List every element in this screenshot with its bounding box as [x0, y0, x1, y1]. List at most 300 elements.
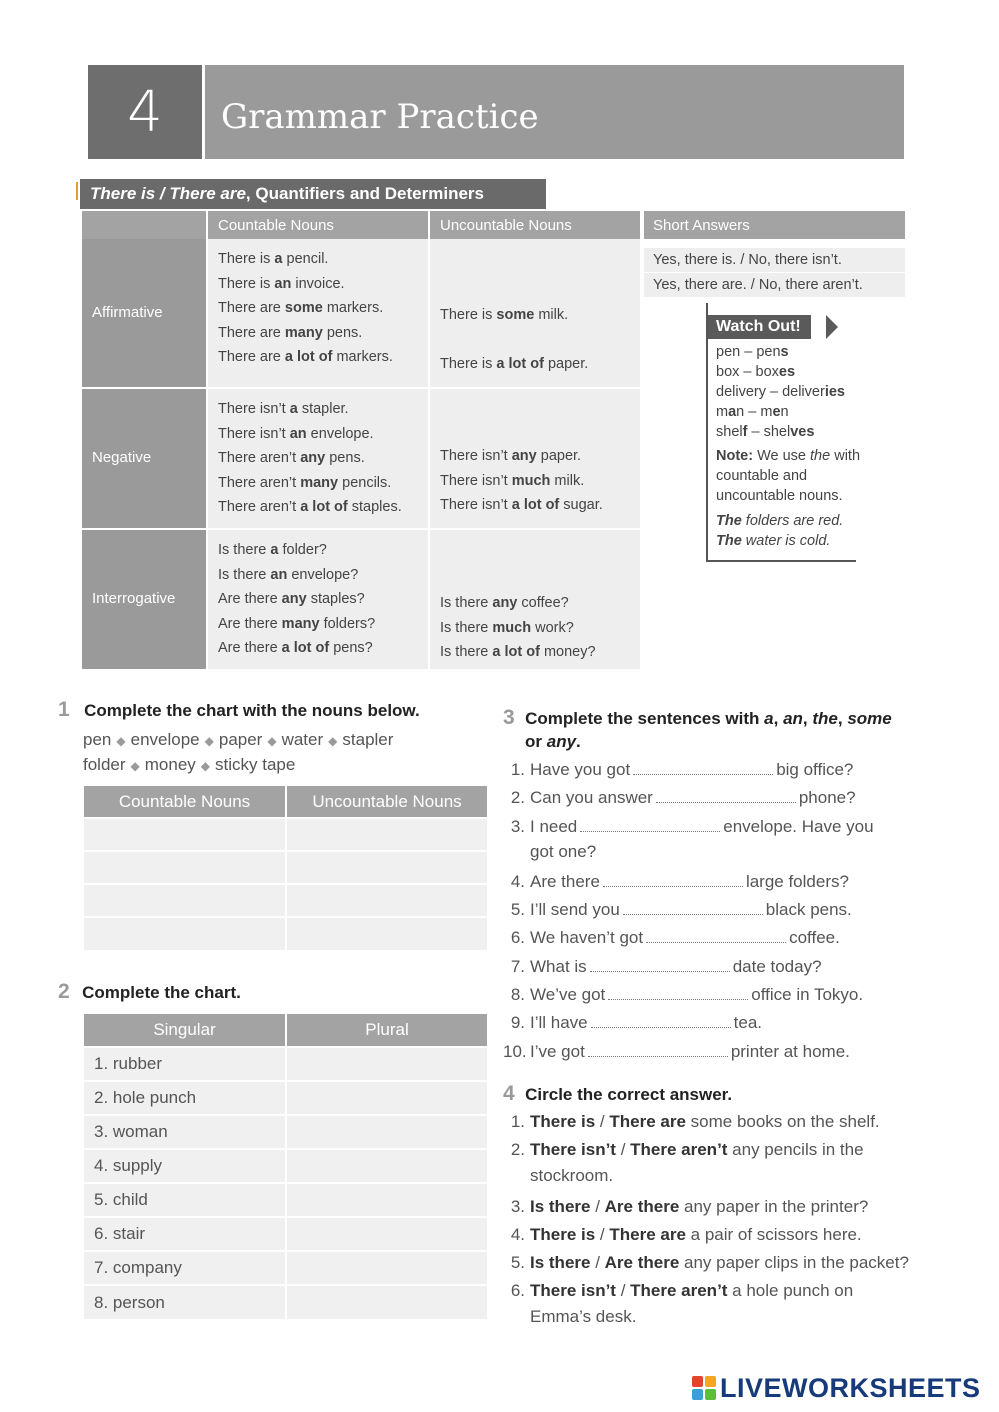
- sentence-start: There aren’t: [218, 450, 301, 467]
- sentence-number: 10.: [503, 1041, 527, 1061]
- sentence-keyword: a lot of: [284, 349, 333, 366]
- sentence-start: Can you answer: [530, 788, 653, 808]
- grammar-sentence: [218, 538, 418, 563]
- ex2-singular: 2. hole punch: [84, 1081, 286, 1115]
- sentence-end: milk.: [550, 472, 585, 489]
- example-sentence: [716, 511, 866, 531]
- answer-option[interactable]: Are there: [604, 1196, 680, 1216]
- plural-stem: n: [780, 404, 789, 420]
- ex3-sentence: [503, 784, 963, 812]
- sentence-start: Are there: [530, 871, 600, 891]
- sentence-start: There are: [218, 349, 285, 366]
- sentence-end: work?: [531, 619, 574, 636]
- watch-out-border-bottom: [706, 560, 856, 562]
- sentence-start: Is there: [440, 644, 493, 661]
- sentence-start: Are there: [218, 591, 282, 608]
- row-label-negative: Negative: [82, 387, 206, 528]
- ex3-sentence: [503, 924, 963, 952]
- ex4-item: [503, 1249, 973, 1277]
- example-rest: folders are red.: [741, 513, 844, 529]
- answer-option[interactable]: Are there: [604, 1253, 680, 1273]
- grammar-sentence: [440, 303, 630, 328]
- col-uncountable-header: Uncountable Nouns: [430, 211, 640, 239]
- ex1-title: Complete the chart with the nouns below.: [84, 701, 420, 720]
- word-option: folder: [83, 755, 126, 774]
- grammar-sentence: [440, 591, 630, 616]
- item-rest: any paper clips in the packet?: [679, 1253, 909, 1273]
- sentence-start: Are there: [218, 615, 282, 632]
- grammar-sentence: [440, 469, 630, 494]
- ex3-sentence: [503, 953, 963, 981]
- item-continuation: Emma’s desk.: [530, 1306, 637, 1326]
- ex3-title-option: a: [764, 709, 774, 728]
- option-separator: /: [615, 1140, 631, 1160]
- sentence-start: There aren’t: [218, 499, 301, 516]
- ex2-singular: 7. company: [84, 1251, 286, 1285]
- ex4-item: [503, 1108, 973, 1136]
- word-option: stapler: [342, 730, 394, 749]
- answer-option[interactable]: There is: [530, 1112, 596, 1131]
- sentence-keyword: some: [496, 306, 535, 323]
- item-rest: any paper in the printer?: [679, 1196, 869, 1216]
- answer-blank[interactable]: [608, 986, 748, 1000]
- bullet-icon: ◆: [116, 734, 126, 748]
- sentence-start: There isn’t: [218, 425, 290, 442]
- item-continuation: stockroom.: [530, 1165, 614, 1185]
- page-title: Grammar Practice: [205, 65, 904, 159]
- word-option: paper: [218, 730, 263, 749]
- bullet-icon: ◆: [328, 734, 338, 748]
- note-the: the: [810, 448, 831, 464]
- sentence-start: There is: [440, 306, 497, 323]
- grammar-box-title: [80, 179, 546, 209]
- ex4-title: Circle the correct answer.: [525, 1085, 733, 1104]
- sentence-keyword: many: [281, 615, 320, 632]
- ex3-title-text: ,: [802, 709, 813, 728]
- grammar-sentence: [218, 422, 418, 447]
- ex2-row: [84, 1183, 488, 1217]
- grammar-sentence: [440, 640, 630, 665]
- interrogative-uncountable-list: [440, 591, 630, 665]
- plural-stem: n – m: [736, 404, 773, 420]
- plural-stem: shel: [716, 424, 743, 440]
- logo-square: [705, 1389, 716, 1400]
- grammar-title-italic: There is / There are: [90, 184, 246, 203]
- sentence-end: phone?: [798, 788, 856, 808]
- ex2-chart: [84, 1014, 489, 1319]
- answer-blank[interactable]: [623, 901, 763, 915]
- answer-option[interactable]: There are: [609, 1112, 686, 1131]
- sentence-end: big office?: [776, 760, 854, 779]
- sentence-keyword: a: [274, 251, 283, 267]
- item-number: 6.: [510, 1281, 525, 1301]
- ex3-title-option: the: [812, 709, 838, 728]
- note-rest: with countable and uncountable nouns.: [716, 448, 861, 504]
- example-article: The: [716, 533, 742, 549]
- sentence-number: 2.: [510, 788, 525, 808]
- ex3-title-text: .: [576, 732, 581, 751]
- sentence-number: 5.: [510, 900, 525, 920]
- answer-blank[interactable]: [591, 1014, 731, 1028]
- answer-option[interactable]: There isn’t: [530, 1281, 616, 1301]
- sentence-keyword: a lot of: [281, 640, 330, 657]
- sentence-start: Is there: [440, 595, 493, 612]
- plural-stem: m: [716, 404, 729, 420]
- ex1-wordbox: [83, 728, 393, 778]
- sentence-start: There aren’t: [218, 474, 301, 491]
- sentence-start: I’ll have: [530, 1013, 588, 1033]
- sentence-keyword: an: [289, 425, 307, 442]
- sentence-keyword: an: [270, 566, 288, 583]
- sentence-start: I’ll send you: [530, 900, 620, 920]
- sentence-start: There isn’t: [440, 497, 512, 514]
- answer-option[interactable]: There aren’t: [630, 1140, 728, 1160]
- sentence-start: There are: [218, 324, 285, 341]
- ex2-singular: 1. rubber: [84, 1047, 286, 1081]
- sentence-number: 1.: [510, 760, 525, 779]
- sentence-keyword: a: [289, 401, 298, 417]
- option-separator: /: [590, 1253, 605, 1273]
- grammar-sentence: [440, 444, 630, 469]
- sentence-end: envelope?: [287, 566, 359, 583]
- plural-ending: ves: [790, 424, 815, 440]
- ex2-rows: [84, 1047, 488, 1319]
- item-rest: a pair of scissors here.: [685, 1224, 862, 1244]
- grammar-sentence: [218, 612, 418, 637]
- logo-text: LIVEWORKSHEETS: [720, 1372, 981, 1403]
- grammar-sentence: [218, 446, 418, 471]
- sentence-start: Have you got: [530, 760, 631, 779]
- item-rest: a hole punch on: [727, 1281, 854, 1301]
- ex3-sentences: [503, 756, 963, 1066]
- ex3-heading: [503, 706, 963, 752]
- ex4-item: [503, 1136, 973, 1164]
- grammar-sentence: [218, 345, 418, 370]
- answer-option[interactable]: There isn’t: [530, 1140, 616, 1160]
- row-label-affirmative: Affirmative: [82, 239, 206, 387]
- sentence-end: folders?: [319, 615, 376, 632]
- watch-out-examples: [716, 511, 866, 551]
- grammar-sentence: [218, 272, 418, 297]
- example-article: The: [716, 513, 742, 529]
- ex3-number: 3: [503, 706, 515, 729]
- plural-list: [716, 342, 866, 442]
- ex2-heading: [58, 980, 241, 1004]
- sentence-start: What is: [530, 956, 587, 976]
- example-rest: water is cold.: [741, 533, 831, 549]
- grammar-sentence: [218, 587, 418, 612]
- answer-blank[interactable]: [656, 789, 796, 803]
- option-separator: /: [590, 1196, 605, 1216]
- ex1-answer-cell[interactable]: [286, 884, 488, 917]
- ex2-singular: 4. supply: [84, 1149, 286, 1183]
- col-countable-header: Countable Nouns: [208, 211, 428, 239]
- affirmative-uncountable: [430, 239, 640, 387]
- sentence-keyword: a lot of: [300, 499, 348, 516]
- ex2-plural-answer[interactable]: [286, 1081, 488, 1115]
- ex1-words-line2: [83, 753, 393, 778]
- sentence-keyword: many: [284, 324, 323, 341]
- sentence-keyword: much: [492, 619, 532, 636]
- ex3-title-text: ,: [773, 709, 784, 728]
- ex3-title-line2: [503, 732, 963, 752]
- ex3-title-option: some: [847, 709, 892, 728]
- sentence-end: printer at home.: [730, 1041, 850, 1061]
- negative-uncountable-list: [440, 444, 630, 518]
- answer-option[interactable]: There aren’t: [630, 1281, 728, 1301]
- plural-ending: es: [778, 364, 796, 380]
- bullet-icon: ◆: [200, 759, 211, 773]
- ex1-words-line1: [83, 728, 393, 753]
- ex2-plural-answer[interactable]: [286, 1115, 488, 1149]
- answer-option[interactable]: Is there: [530, 1196, 591, 1216]
- sentence-end: sugar.: [559, 497, 603, 514]
- sentence-end: black pens.: [765, 900, 852, 920]
- sentence-keyword: a: [270, 541, 279, 558]
- sentence-keyword: any: [492, 595, 518, 612]
- interrogative-countable: [208, 528, 428, 669]
- sentence-end: pencil.: [282, 251, 329, 267]
- example-sentence: [716, 531, 866, 551]
- item-number: 5.: [510, 1253, 525, 1273]
- negative-countable: [208, 387, 428, 528]
- grammar-corner-cell: [82, 211, 206, 239]
- ex1-heading: [58, 698, 420, 722]
- plural-stem: delivery – deliver: [716, 384, 825, 400]
- plural-stem: pen – pen: [716, 344, 781, 360]
- word-option: sticky tape: [215, 755, 296, 774]
- grammar-sentence: [218, 495, 418, 520]
- ex2-row: [84, 1149, 488, 1183]
- ex2-number: 2: [58, 980, 70, 1003]
- ex1-number: 1: [58, 698, 70, 721]
- grammar-sentence: [440, 616, 630, 641]
- sentence-keyword: any: [300, 450, 326, 467]
- negative-uncountable: [430, 387, 640, 528]
- option-separator: /: [595, 1112, 610, 1131]
- option-separator: /: [615, 1281, 631, 1301]
- item-number: 2.: [510, 1140, 525, 1160]
- ex1-answer-cell[interactable]: [286, 818, 488, 851]
- sentence-end: markers.: [332, 349, 393, 366]
- ex2-row: [84, 1081, 488, 1115]
- sentence-end: milk.: [534, 306, 569, 323]
- ex2-plural-answer[interactable]: [286, 1217, 488, 1251]
- bullet-icon: ◆: [267, 734, 277, 748]
- answer-option[interactable]: There are: [609, 1224, 686, 1244]
- ex3-sentence: [503, 1009, 963, 1037]
- sentence-keyword: much: [511, 472, 551, 489]
- watch-out-title: Watch Out!: [708, 315, 811, 339]
- ex2-col-plural: Plural: [286, 1014, 488, 1047]
- plural-pair: [716, 362, 866, 382]
- sentence-start: Is there: [218, 541, 271, 558]
- ex3-sentence: [503, 1038, 963, 1066]
- ex4-item: [503, 1221, 973, 1249]
- ex1-answer-cell[interactable]: [286, 917, 488, 950]
- grammar-sentence: [218, 397, 418, 422]
- sentence-keyword: many: [300, 474, 339, 491]
- affirmative-uncountable-list: [440, 303, 630, 377]
- logo-square: [692, 1389, 703, 1400]
- watch-out-arrow-icon: [826, 315, 838, 339]
- option-separator: /: [595, 1224, 610, 1244]
- sentence-number: 9.: [510, 1013, 525, 1033]
- ex4-item: [503, 1193, 973, 1221]
- ex2-row: [84, 1047, 488, 1081]
- answer-blank[interactable]: [646, 929, 786, 943]
- answer-blank[interactable]: [633, 761, 773, 775]
- sentence-keyword: a lot of: [496, 356, 544, 373]
- ex2-plural-answer[interactable]: [286, 1047, 488, 1081]
- ex4-heading: [503, 1082, 732, 1106]
- sentence-start: There is: [218, 275, 275, 292]
- sentence-end: envelope.: [306, 425, 374, 442]
- sentence-start: We haven’t got: [530, 928, 644, 948]
- answer-blank[interactable]: [603, 873, 743, 887]
- ex2-singular: 8. person: [84, 1285, 286, 1319]
- sentence-start: There is: [218, 251, 275, 267]
- sentence-end: pencils.: [338, 474, 392, 491]
- ex1-answer-cell[interactable]: [286, 851, 488, 884]
- plural-pair: [716, 422, 866, 442]
- ex1-answer-cell[interactable]: [84, 818, 286, 851]
- ex2-row: [84, 1251, 488, 1285]
- ex2-singular: 5. child: [84, 1183, 286, 1217]
- ex2-singular: 6. stair: [84, 1217, 286, 1251]
- note-text: We use: [753, 448, 811, 464]
- ex3-sentence: [503, 981, 963, 1009]
- affirmative-countable: [208, 239, 428, 387]
- sentence-number: 4.: [510, 871, 525, 891]
- sentence-end: staples.: [347, 499, 402, 516]
- short-answer-2: Yes, there are. / No, there aren’t.: [644, 273, 905, 297]
- grammar-sentence: [440, 493, 630, 518]
- ex1-col-uncountable: Uncountable Nouns: [286, 786, 488, 818]
- ex1-col-countable: Countable Nouns: [84, 786, 286, 818]
- logo-square: [692, 1376, 703, 1387]
- sentence-end: coffee.: [789, 928, 840, 948]
- sentence-keyword: an: [274, 275, 292, 292]
- sentence-end: paper.: [536, 448, 582, 465]
- ex4-item: [503, 1277, 973, 1305]
- sentence-end: tea.: [733, 1013, 762, 1033]
- sentence-keyword: any: [511, 448, 537, 465]
- sentence-start: Is there: [440, 619, 493, 636]
- sentence-end: staples?: [306, 591, 365, 608]
- ex1-answer-cell[interactable]: [84, 884, 286, 917]
- logo-grid-icon: [691, 1375, 717, 1401]
- answer-blank[interactable]: [590, 958, 730, 972]
- plural-stem: box – box: [716, 364, 779, 380]
- col-short-answers-header: Short Answers: [644, 211, 905, 239]
- ex1-answer-cell[interactable]: [84, 917, 286, 950]
- ex1-answer-cell[interactable]: [84, 851, 286, 884]
- sentence-end: folder?: [278, 541, 327, 558]
- item-number: 1.: [510, 1112, 525, 1131]
- grammar-sentence: [218, 471, 418, 496]
- sentence-number: 6.: [510, 928, 525, 948]
- ex2-plural-answer[interactable]: [286, 1285, 488, 1319]
- ex3-title-text: ,: [837, 709, 848, 728]
- sentence-continuation: got one?: [530, 841, 597, 861]
- bullet-icon: ◆: [204, 734, 214, 748]
- ex3-title-text: or: [525, 732, 547, 751]
- word-option: pen: [83, 730, 112, 749]
- sentence-end: stapler.: [297, 401, 349, 417]
- sentence-keyword: some: [284, 300, 323, 317]
- watch-out-border: [706, 303, 708, 561]
- ex3-sentence: [503, 896, 963, 924]
- liveworksheets-logo[interactable]: [691, 1373, 981, 1403]
- ex1-chart: [84, 786, 489, 950]
- sentence-start: There is: [440, 356, 497, 373]
- ex2-plural-answer[interactable]: [286, 1183, 488, 1217]
- ex2-plural-answer[interactable]: [286, 1149, 488, 1183]
- answer-blank[interactable]: [580, 818, 720, 832]
- plural-pair: [716, 382, 866, 402]
- ex3-sentence: [503, 756, 963, 784]
- grammar-sentence: [218, 247, 418, 272]
- plural-stem: – shel: [747, 424, 791, 440]
- watch-out-note: [716, 446, 866, 506]
- grammar-sentence: [440, 352, 630, 377]
- ex3-title-option: any: [546, 732, 577, 751]
- ex2-row: [84, 1217, 488, 1251]
- short-answer-1: Yes, there is. / No, there isn’t.: [644, 248, 905, 272]
- sentence-start: We’ve got: [530, 985, 606, 1005]
- sentence-end: paper.: [543, 356, 589, 373]
- ex2-title: Complete the chart.: [82, 983, 241, 1002]
- answer-blank[interactable]: [588, 1043, 728, 1057]
- sentence-start: There isn’t: [218, 401, 290, 417]
- ex3-title: [525, 709, 892, 728]
- item-rest: any pencils in the: [727, 1140, 864, 1160]
- sentence-start: There isn’t: [440, 472, 512, 489]
- grammar-sentence: [218, 563, 418, 588]
- plural-ending: s: [780, 344, 789, 360]
- word-option: envelope: [130, 730, 200, 749]
- title-accent: [76, 182, 78, 200]
- bullet-icon: ◆: [130, 759, 140, 773]
- plural-ending: f: [742, 424, 748, 440]
- sentence-start: Is there: [218, 566, 271, 583]
- plural-ending: e: [772, 404, 781, 420]
- answer-option[interactable]: There is: [530, 1224, 596, 1244]
- grammar-title-rest: , Quantifiers and Determiners: [245, 184, 484, 203]
- sentence-number: 7.: [510, 956, 525, 976]
- ex4-items: [503, 1108, 973, 1334]
- plural-pair: [716, 402, 866, 422]
- plural-ending: a: [728, 404, 737, 420]
- ex2-plural-answer[interactable]: [286, 1251, 488, 1285]
- sentence-number: 3.: [510, 816, 525, 836]
- plural-pair: [716, 342, 866, 362]
- ex2-row: [84, 1115, 488, 1149]
- answer-option[interactable]: Is there: [530, 1253, 591, 1273]
- sentence-end: coffee?: [517, 595, 569, 612]
- grammar-sentence: [218, 636, 418, 661]
- ex2-col-singular: Singular: [84, 1014, 286, 1047]
- sentence-start: I’ve got: [530, 1041, 585, 1061]
- sentence-end: pens.: [322, 324, 363, 341]
- sentence-keyword: any: [281, 591, 307, 608]
- sentence-end: pens.: [325, 450, 365, 467]
- ex2-row: [84, 1285, 488, 1319]
- plural-ending: ies: [824, 384, 845, 400]
- ex3-sentence: [503, 813, 963, 841]
- sentence-start: Are there: [218, 640, 282, 657]
